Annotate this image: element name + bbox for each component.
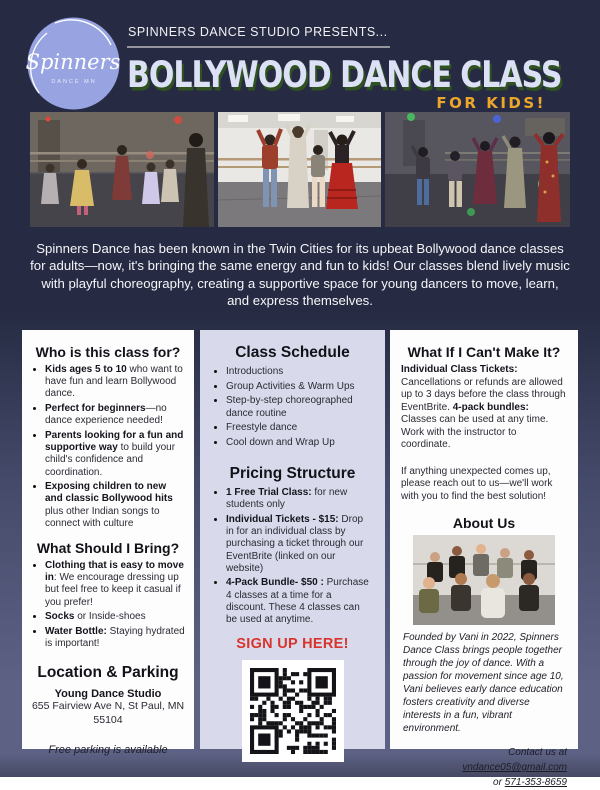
who-list xyxy=(31,364,185,530)
list-item: • Kids ages 5 to 10 who want to have fun and learn Bollywood dance. xyxy=(45,364,185,401)
studio-name: Young Dance Studio xyxy=(54,688,162,701)
qr-code xyxy=(242,660,344,762)
list-item: • 4-Pack Bundle- $50 : Purchase 4 classes at a time for a discount. These 4 classes can be used at anytime. xyxy=(226,577,373,626)
studio-address: 655 Fairview Ave N, St Paul, MN 55104 xyxy=(31,700,185,726)
pricing-list xyxy=(212,487,373,626)
contact-prefix: Contact us at xyxy=(508,747,567,758)
contact-phone-link[interactable]: 571-353-8659 xyxy=(504,777,567,788)
card-cantmake-about xyxy=(390,330,578,788)
pricing-heading: Pricing Structure xyxy=(229,465,356,483)
list-item: • Individual Tickets - $15: Drop in for an individual class by purchasing a ticket through our EventBrite (linked on our website) xyxy=(226,514,373,575)
list-item: • 1 Free Trial Class: for new students only xyxy=(226,487,373,511)
for-kids-tagline: FOR KIDS! xyxy=(436,94,546,112)
class-photo-2 xyxy=(218,112,381,227)
class-photo-1 xyxy=(30,112,214,227)
intro-paragraph: Spinners Dance has been known in the Twin Cities for its upbeat Bollywood dance classes for adults—now, it's bringing the same energy and fun to kids! Our classes blend lively music with playful choreography, creating a supportive space for young dancers to move, learn, and express themselves. xyxy=(30,241,570,309)
header-divider xyxy=(127,46,390,48)
card-who xyxy=(22,330,194,756)
cantmake-note: If anything unexpected comes up, please reach out to us—we'll work with you to find the best solution! xyxy=(401,465,553,502)
cantmake-heading: What If I Can't Make It? xyxy=(407,344,561,360)
location-heading: Location & Parking xyxy=(37,664,179,682)
bring-heading: What Should I Bring? xyxy=(36,539,180,556)
list-item: • Freestyle dance xyxy=(226,422,373,434)
about-us-photo xyxy=(413,535,555,625)
parking-note: Free parking is available xyxy=(48,743,168,756)
list-item: • Cool down and Wrap Up xyxy=(226,437,373,449)
cantmake-policy: Individual Class Tickets: Cancellations or refunds are allowed up to 3 days before the class through EventBrite. 4-pack bundles: Classes can be used at any time. Work with the instructor to coordinate. xyxy=(401,364,566,450)
about-text: Founded by Vani in 2022, Spinners Dance Class brings people together through the joy of dance. With a passion for movement since age 10, Vani believes early dance education fosters creativity and diverse interests in a fun, vibrant environment. xyxy=(403,632,564,734)
contact-block xyxy=(401,745,567,790)
spinners-logo xyxy=(25,15,122,112)
contact-connector: or xyxy=(493,777,505,788)
list-item: • Socks or Inside-shoes xyxy=(45,611,185,623)
list-item: • Water Bottle: Staying hydrated is important! xyxy=(45,626,185,650)
who-heading: Who is this class for? xyxy=(35,344,181,360)
photo-strip xyxy=(0,112,600,227)
schedule-list xyxy=(212,366,373,449)
contact-email-link[interactable]: vndance05@gmail.com xyxy=(462,762,567,773)
kicker-text: SPINNERS DANCE STUDIO PRESENTS... xyxy=(128,25,388,39)
list-item: • Introductions xyxy=(226,366,373,378)
bring-list xyxy=(31,560,185,650)
list-item: • Group Activities & Warm Ups xyxy=(226,381,373,393)
class-photo-3 xyxy=(385,112,570,227)
sign-up-label: SIGN UP HERE! xyxy=(236,636,349,653)
logo-subtext: DANCE MN xyxy=(51,79,97,85)
about-heading: About Us xyxy=(452,515,516,531)
list-item: • Perfect for beginners—no dance experience needed! xyxy=(45,403,185,427)
qr-code-svg xyxy=(250,668,336,754)
page-title: BOLLYWOOD DANCE CLASS xyxy=(127,54,562,97)
card-schedule-pricing xyxy=(200,330,385,749)
schedule-heading: Class Schedule xyxy=(235,344,350,361)
list-item: • Step-by-step choreographed dance routine xyxy=(226,395,373,419)
list-item: • Clothing that is easy to move in: We encourage dressing up but feel free to keep it casual if you prefer! xyxy=(45,560,185,609)
list-item: • Parents looking for a fun and supportive way to build your child's confidence and coordination. xyxy=(45,430,185,479)
list-item: • Exposing children to new and classic Bollywood hits plus other Indian songs to connect with culture xyxy=(45,481,185,530)
logo-wordmark: Spinners xyxy=(25,50,121,74)
